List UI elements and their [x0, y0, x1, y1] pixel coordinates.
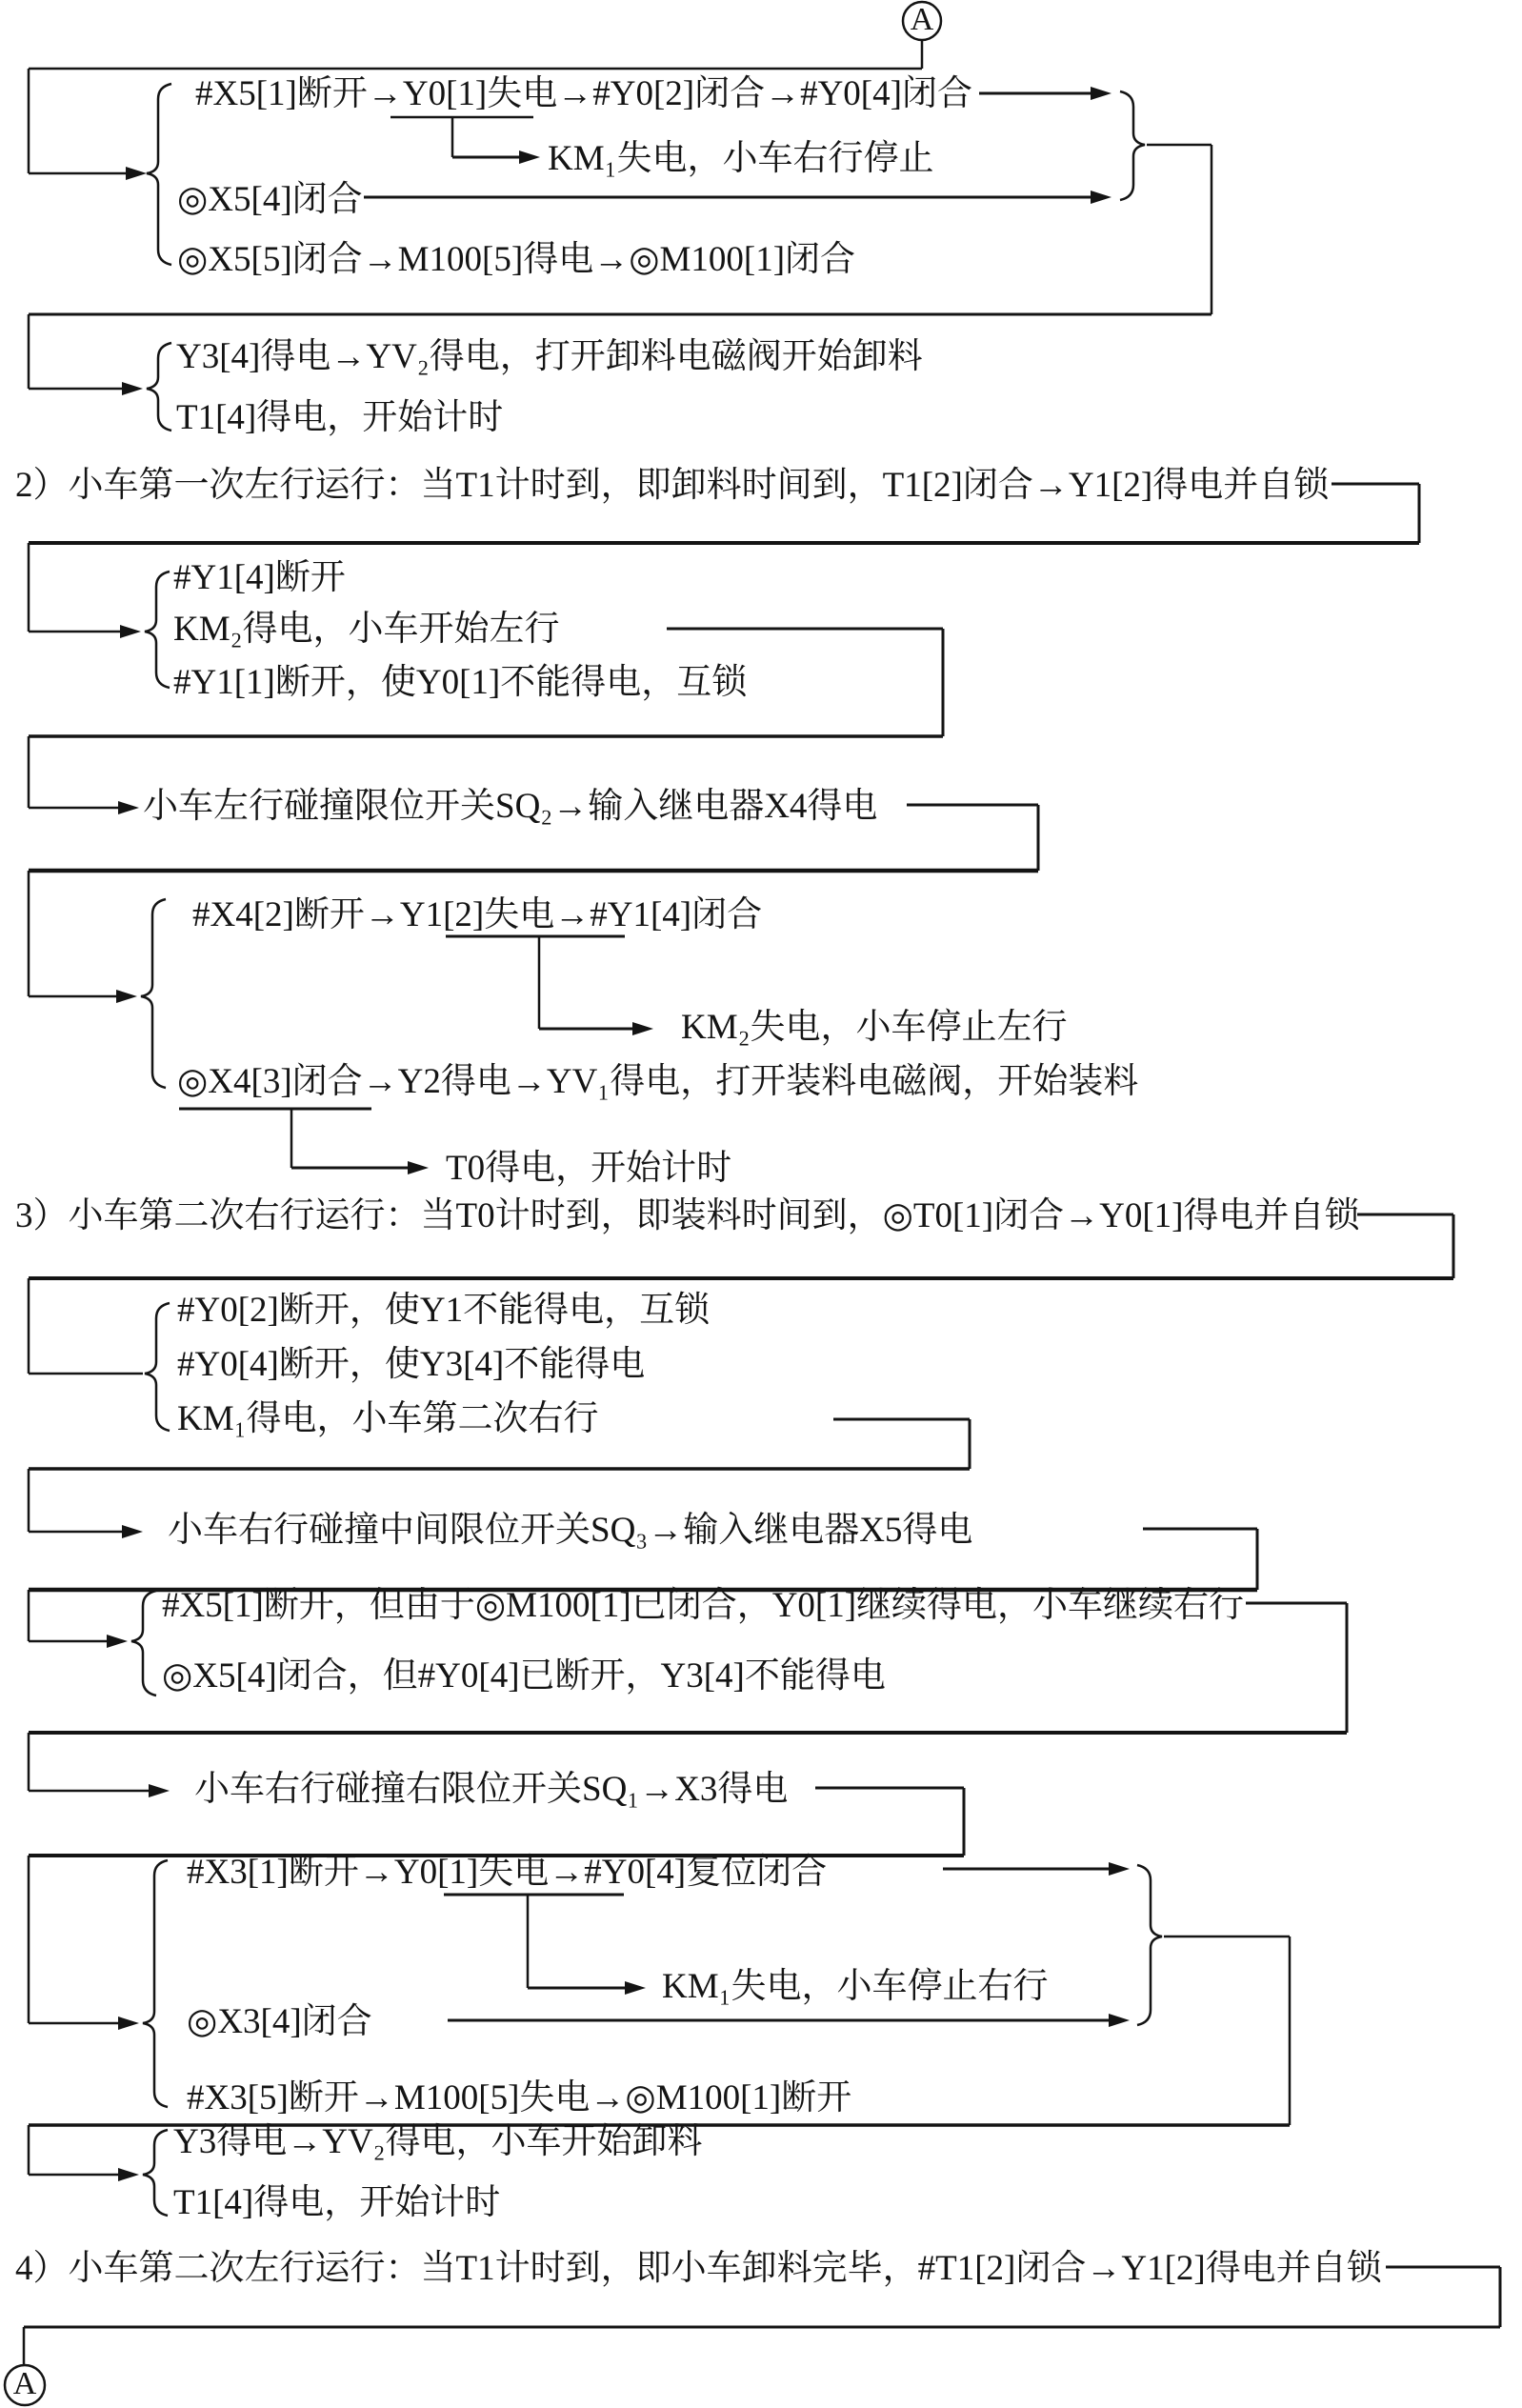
- step3-heading: 3）小车第二次右行运行：当T0计时到，即装料时间到，◎T0[1]闭合→Y0[1]得电并自锁: [15, 1196, 1360, 1236]
- left-brace: [147, 84, 171, 265]
- flow-line-km1-stop-2: KM₁失电，小车停止右行: [662, 1967, 1049, 2007]
- flow-line-y3-on: Y3得电→YV₂得电，小车开始卸料: [173, 2122, 703, 2162]
- flow-line-x5-1-open: #X5[1]断开→Y0[1]失电→#Y0[2]闭合→#Y0[4]闭合: [195, 74, 972, 114]
- flow-line-x3-1-open: #X3[1]断开→Y0[1]失电→#Y0[4]复位闭合: [187, 1853, 828, 1893]
- right-brace: [1120, 91, 1145, 200]
- flow-line-y1-4-open: #Y1[4]断开: [173, 558, 346, 598]
- offpage-connector-top-label: A: [910, 2, 934, 38]
- right-brace: [1137, 1865, 1162, 2025]
- flow-line-x3-5-open: #X3[5]断开→M100[5]失电→◎M100[1]断开: [187, 2078, 852, 2118]
- flow-line-hit-sq3: 小车右行碰撞中间限位开关SQ₃→输入继电器X5得电: [168, 1511, 973, 1551]
- flow-line-x5-5-close: ◎X5[5]闭合→M100[5]得电→◎M100[1]闭合: [177, 240, 856, 280]
- flow-line-x5-1-keep: #X5[1]断开，但由于◎M100[1]已闭合，Y0[1]继续得电，小车继续右行: [162, 1586, 1245, 1626]
- left-brace: [145, 572, 170, 688]
- flow-line-x4-2-open: #X4[2]断开→Y1[2]失电→#Y1[4]闭合: [192, 895, 763, 935]
- left-brace: [145, 1303, 170, 1431]
- flow-line-y1-1-open: #Y1[1]断开，使Y0[1]不能得电，互锁: [173, 663, 748, 703]
- flow-line-km2-stop: KM₂失电，小车停止左行: [681, 1008, 1068, 1048]
- flow-line-y3-4-on: Y3[4]得电→YV₂得电，打开卸料电磁阀开始卸料: [176, 337, 923, 377]
- flow-line-t1-4-on: T1[4]得电，开始计时: [176, 398, 504, 438]
- step2-heading: 2）小车第一次左行运行：当T1计时到，即卸料时间到，T1[2]闭合→Y1[2]得电并自锁: [15, 466, 1330, 506]
- flow-line-hit-sq2: 小车左行碰撞限位开关SQ₂→输入继电器X4得电: [143, 787, 878, 827]
- flow-line-y0-4-open: #Y0[4]断开，使Y3[4]不能得电: [177, 1345, 646, 1385]
- flow-line-x5-4-close: ◎X5[4]闭合: [177, 180, 363, 220]
- left-brace: [131, 1591, 156, 1696]
- left-brace: [147, 343, 171, 431]
- flow-line-t0-start: T0得电，开始计时: [446, 1149, 732, 1189]
- flow-line-km1-on: KM₁得电，小车第二次右行: [177, 1399, 599, 1439]
- flow-line-km2-on: KM₂得电，小车开始左行: [173, 610, 560, 650]
- flow-line-km1-stop: KM₁失电，小车右行停止: [548, 139, 934, 179]
- left-brace: [141, 899, 166, 1088]
- flow-line-x5-4-no: ◎X5[4]闭合，但#Y0[4]已断开，Y3[4]不能得电: [162, 1656, 886, 1696]
- flow-line-x4-3-close: ◎X4[3]闭合→Y2得电→YV₁得电，打开装料电磁阀，开始装料: [177, 1062, 1139, 1102]
- flow-line-hit-sq1: 小车右行碰撞右限位开关SQ₁→X3得电: [194, 1770, 789, 1810]
- flow-line-t1-4-on-2: T1[4]得电，开始计时: [173, 2183, 501, 2223]
- left-brace: [143, 2130, 168, 2216]
- flow-line-x3-4-close: ◎X3[4]闭合: [187, 2002, 372, 2042]
- flow-line-y0-2-open: #Y0[2]断开，使Y1不能得电，互锁: [177, 1291, 711, 1331]
- left-brace: [143, 1860, 168, 2107]
- offpage-connector-bottom-label: A: [12, 2366, 37, 2402]
- step4-heading: 4）小车第二次左行运行：当T1计时到，即小车卸料完毕，#T1[2]闭合→Y1[2]得电并自锁: [15, 2249, 1382, 2289]
